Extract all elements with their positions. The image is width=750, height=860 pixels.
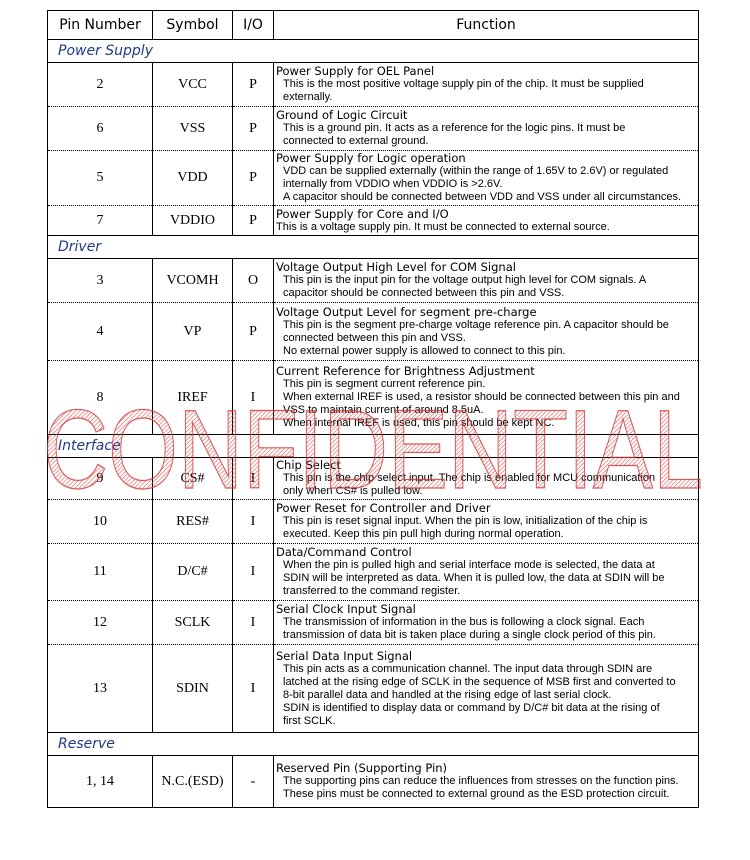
function-description-line: executed. Keep this pin pull high during normal operation. (283, 528, 564, 540)
symbol-cell: VP (153, 303, 233, 361)
function-description-line: When internal IREF is used, this pin should be kept NC. (283, 417, 555, 429)
symbol-cell: RES# (153, 500, 233, 544)
function-title: Power Supply for OEL Panel (276, 64, 435, 78)
io-cell: O (233, 259, 274, 303)
function-description-line: connected to external ground. (283, 135, 429, 147)
pin-description-table-container (47, 10, 698, 854)
pin-description-table (47, 10, 699, 808)
function-description-line: The transmission of information in the bus is following a clock signal. Each (283, 616, 645, 628)
function-title: Power Supply for Logic operation (276, 151, 466, 165)
table-row (48, 500, 699, 544)
io-cell: P (233, 206, 274, 236)
io-cell: I (233, 500, 274, 544)
table-row (48, 601, 699, 645)
symbol-cell: SCLK (153, 601, 233, 645)
table-row (48, 458, 699, 500)
header-symbol: Symbol (153, 11, 233, 40)
header-row (48, 11, 699, 40)
section-title: Interface (48, 435, 699, 458)
io-cell: P (233, 303, 274, 361)
function-title: Chip Select (276, 458, 341, 472)
function-cell (274, 303, 699, 361)
pin-number-cell: 7 (48, 206, 153, 236)
function-description-line: This pin is the segment pre-charge voltage reference pin. A capacitor should be (283, 318, 669, 331)
symbol-cell: VDD (153, 151, 233, 206)
function-cell (274, 601, 699, 645)
section-header (48, 236, 699, 259)
function-title: Voltage Output High Level for COM Signal (276, 260, 516, 274)
function-cell (274, 107, 699, 151)
pin-number-cell: 9 (48, 458, 153, 500)
symbol-cell: VDDIO (153, 206, 233, 236)
pin-number-cell: 5 (48, 151, 153, 206)
symbol-cell: IREF (153, 361, 233, 435)
table-body (48, 40, 699, 808)
section-title: Power Supply (48, 40, 699, 63)
pin-number-cell: 11 (48, 544, 153, 601)
io-cell: - (233, 756, 274, 808)
function-description-line: 8-bit parallel data and handled at the rising edge of last serial clock. (283, 688, 612, 701)
table-row (48, 63, 699, 107)
symbol-cell: CS# (153, 458, 233, 500)
function-description-line: transferred to the command register. (283, 585, 461, 597)
function-title: Ground of Logic Circuit (276, 108, 408, 122)
table-row (48, 361, 699, 435)
function-cell (274, 206, 699, 236)
header-function: Function (274, 11, 699, 40)
function-description-line: This pin is the chip select input. The chip is enabled for MCU communication (283, 472, 656, 484)
function-description-line: This is a ground pin. It acts as a reference for the logic pins. It must be (283, 122, 626, 134)
function-title: Power Reset for Controller and Driver (276, 501, 491, 515)
symbol-cell: VSS (153, 107, 233, 151)
function-cell (274, 458, 699, 500)
function-cell (274, 500, 699, 544)
pin-number-cell: 12 (48, 601, 153, 645)
function-description-line: transmission of data bit is taken place during a single clock period of this pin. (283, 629, 656, 641)
function-description-line: When the pin is pulled high and serial interface mode is selected, the data at (283, 559, 655, 571)
table-row (48, 107, 699, 151)
function-cell (274, 259, 699, 303)
io-cell: I (233, 645, 274, 733)
table-row (48, 303, 699, 361)
function-description-line: This is a voltage supply pin. It must be connected to external source. (276, 220, 610, 233)
function-description-line: only when CS# is pulled low. (283, 485, 423, 497)
section-title: Driver (48, 236, 699, 259)
function-title: Power Supply for Core and I/O (276, 206, 449, 221)
function-title: Current Reference for Brightness Adjustment (276, 364, 535, 378)
table-row (48, 206, 699, 236)
io-cell: I (233, 458, 274, 500)
header-io: I/O (233, 11, 274, 40)
section-header (48, 435, 699, 458)
function-title: Reserved Pin (Supporting Pin) (276, 761, 448, 775)
function-description-line: capacitor should be connected between this pin and VSS. (283, 287, 565, 299)
function-description-line: connected between this pin and VSS. (283, 331, 466, 344)
symbol-cell: VCC (153, 63, 233, 107)
function-description-line: This is the most positive voltage supply pin of the chip. It must be supplied (283, 78, 644, 90)
function-description-line: A capacitor should be connected between VDD and VSS under all circumstances. (283, 191, 682, 203)
symbol-cell: N.C.(ESD) (153, 756, 233, 808)
function-description-line: The supporting pins can reduce the influences from stresses on the function pins. (283, 775, 679, 787)
function-description-line: This pin acts as a communication channel. The input data through SDIN are (283, 662, 653, 675)
function-description-line: This pin is reset signal input. When the pin is low, initialization of the chip is (283, 515, 648, 527)
function-cell (274, 63, 699, 107)
function-cell (274, 756, 699, 808)
table-row (48, 645, 699, 733)
function-description-line: latched at the rising edge of SCLK in the sequence of MSB first and converted to (283, 675, 676, 688)
section-header (48, 40, 699, 63)
pin-number-cell: 3 (48, 259, 153, 303)
header-pin-number: Pin Number (48, 11, 153, 40)
function-description-line: SDIN is identified to display data or command by D/C# bit data at the rising of (283, 701, 660, 714)
io-cell: P (233, 151, 274, 206)
table-row (48, 544, 699, 601)
pin-number-cell: 13 (48, 645, 153, 733)
function-description-line: This pin is the input pin for the voltage output high level for COM signals. A (283, 274, 647, 286)
function-cell (274, 361, 699, 435)
section-title: Reserve (48, 733, 699, 756)
io-cell: I (233, 361, 274, 435)
io-cell: P (233, 63, 274, 107)
function-cell (274, 544, 699, 601)
pin-number-cell: 8 (48, 361, 153, 435)
function-description-line: VSS to maintain current of around 8.5uA. (283, 404, 484, 416)
io-cell: I (233, 601, 274, 645)
function-description-line: This pin is segment current reference pin. (283, 378, 486, 390)
function-description-line: When external IREF is used, a resistor should be connected between this pin and (283, 391, 680, 403)
symbol-cell: D/C# (153, 544, 233, 601)
table-row (48, 756, 699, 808)
function-description-line: VDD can be supplied externally (within the range of 1.65V to 2.6V) or regulated (283, 165, 669, 177)
function-description-line: first SCLK. (283, 714, 336, 727)
symbol-cell: VCOMH (153, 259, 233, 303)
pin-number-cell: 1, 14 (48, 756, 153, 808)
pin-number-cell: 6 (48, 107, 153, 151)
pin-number-cell: 10 (48, 500, 153, 544)
table-row (48, 151, 699, 206)
symbol-cell: SDIN (153, 645, 233, 733)
pin-number-cell: 4 (48, 303, 153, 361)
io-cell: I (233, 544, 274, 601)
table-row (48, 259, 699, 303)
function-title: Serial Data Input Signal (276, 648, 413, 663)
function-description-line: No external power supply is allowed to connect to this pin. (283, 344, 566, 357)
function-description-line: SDIN will be interpreted as data. When it is pulled low, the data at SDIN will be (283, 572, 665, 584)
pin-number-cell: 2 (48, 63, 153, 107)
watermark-text: CONFIDENTIAL (43, 398, 703, 498)
function-cell (274, 645, 699, 733)
function-cell (274, 151, 699, 206)
function-title: Data/Command Control (276, 545, 412, 559)
section-header (48, 733, 699, 756)
function-title: Voltage Output Level for segment pre-charge (276, 304, 537, 319)
io-cell: P (233, 107, 274, 151)
function-description-line: externally. (283, 91, 333, 103)
function-description-line: These pins must be connected to external ground as the ESD protection circuit. (283, 788, 670, 800)
function-description-line: internally from VDDIO when VDDIO is >2.6V. (283, 178, 503, 190)
function-title: Serial Clock Input Signal (276, 602, 416, 616)
